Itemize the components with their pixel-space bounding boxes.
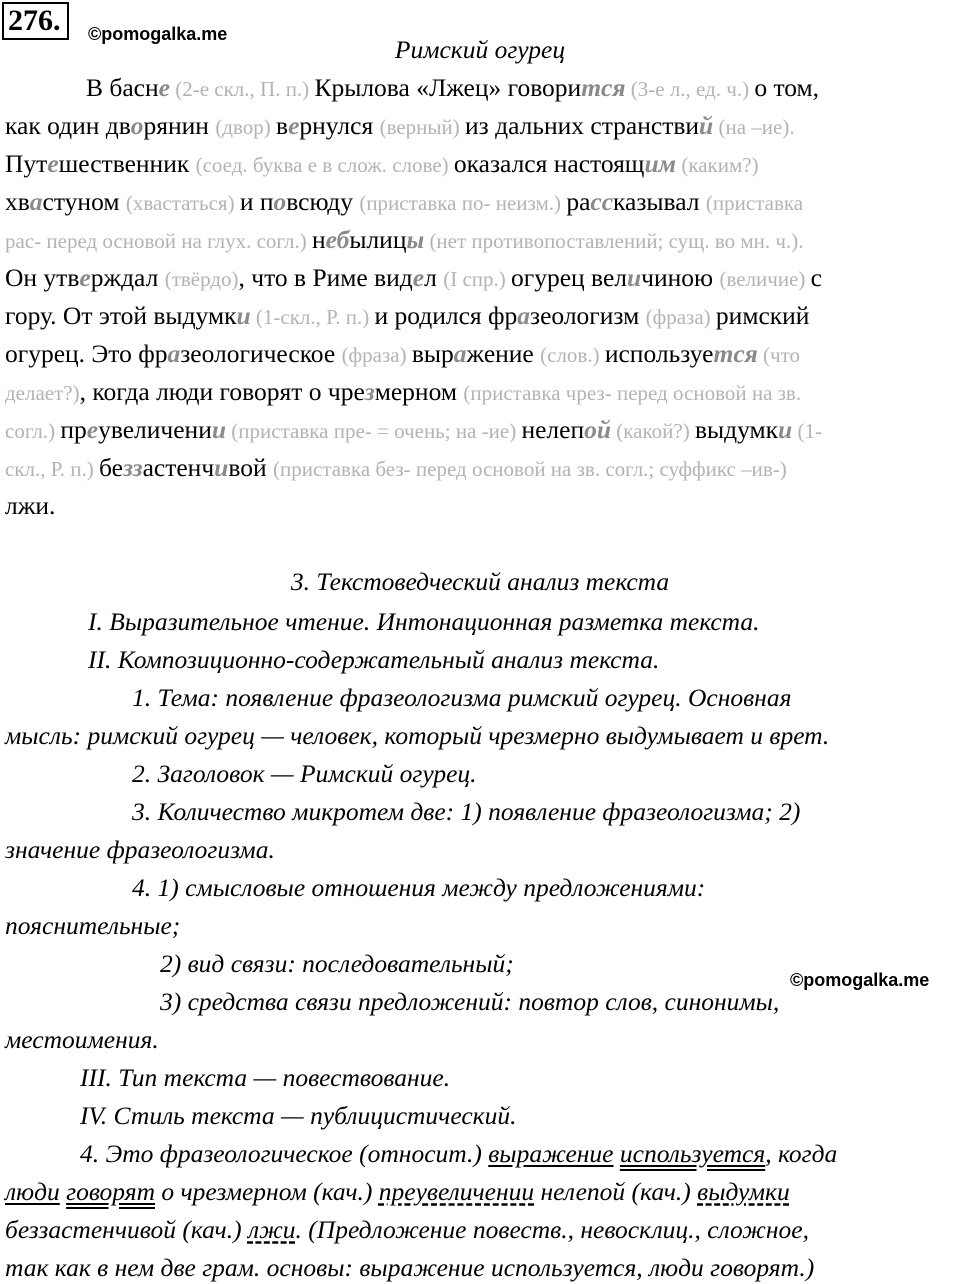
orthogram-letter: а: [517, 301, 531, 330]
analysis-line: IV. Стиль текста — публицистический.: [80, 1101, 517, 1130]
rule-hint: (приставка по- неизм.): [359, 191, 567, 215]
orthogram-letter: сс: [590, 187, 614, 216]
parse-text: (кач.): [625, 1177, 698, 1206]
text-fragment: о том,: [754, 73, 820, 102]
analysis-line: значение фразеологизма.: [5, 835, 275, 864]
text-line: [5, 452, 787, 485]
text-fragment: ра: [566, 187, 591, 216]
rule-hint: (слов.): [540, 343, 605, 367]
analysis-line: местоимения.: [5, 1025, 159, 1054]
text-fragment: рянин: [143, 111, 216, 140]
analysis-line: пояснительные;: [5, 911, 181, 940]
parse-text: так как в нем две грам. основы: выражение используется, люди говорят.): [5, 1253, 815, 1282]
text-line: [5, 376, 801, 409]
analysis-line: мысль: римский огурец — человек, который чрезмерно выдумывает и врет.: [5, 721, 830, 750]
predicate-word: говорят: [66, 1177, 155, 1206]
analysis-line: 1. Тема: появление фразеологизма римский огурец. Основная: [132, 683, 792, 712]
text-fragment: казывал: [613, 187, 706, 216]
parse-text: (относит.): [352, 1139, 489, 1168]
text-fragment: из дальних странстви: [465, 111, 700, 140]
parse-text: о: [155, 1177, 181, 1206]
text-fragment: мерном: [374, 377, 464, 406]
watermark-middle: ©pomogalka.me: [790, 970, 930, 990]
text-fragment: рнулся: [299, 111, 380, 140]
rule-hint: (на –ие).: [713, 115, 795, 139]
text-fragment: Он утв: [5, 263, 80, 292]
orthogram-letter: з: [364, 377, 375, 406]
orthogram-letter: тся: [713, 339, 758, 368]
rule-hint: (приставка без- перед основой на зв. согл.; суффикс –ив-): [272, 457, 787, 481]
text-fragment: н: [311, 225, 326, 254]
rule-hint: (каким?): [676, 153, 759, 177]
rule-hint: (твёрдо): [164, 267, 239, 291]
text-line: [5, 414, 822, 447]
attribute-word: чрезмерном: [180, 1177, 307, 1206]
analysis-line: 2. Заголовок — Римский огурец.: [132, 759, 477, 788]
subject-word: выражение: [488, 1139, 614, 1168]
text-fragment: Пут: [5, 149, 48, 178]
orthogram-letter: и: [778, 415, 793, 444]
parse-text: , когда: [765, 1139, 838, 1168]
orthogram-letter: и: [214, 453, 229, 482]
attribute-word: нелепой: [540, 1177, 626, 1206]
text-fragment: оказался настоящ: [453, 149, 645, 178]
orthogram-letter: зз: [123, 453, 143, 482]
orthogram-letter: и: [236, 301, 251, 330]
orthogram-letter: тся: [581, 73, 626, 102]
text-fragment: л: [424, 263, 444, 292]
analysis-line: 3) средства связи предложений: повтор слов, синонимы,: [160, 987, 780, 1016]
analysis-line: 3. Количество микротем две: 1) появление фразеологизма; 2): [132, 797, 801, 826]
text-line: [5, 186, 803, 219]
rule-hint: (что: [757, 343, 800, 367]
rule-hint: делает?): [5, 381, 80, 405]
text-fragment: всюду: [286, 187, 360, 216]
orthogram-letter: ы: [406, 225, 425, 254]
text-fragment: зеологизм: [530, 301, 646, 330]
text-fragment: Крылова «Лжец» говори: [314, 73, 582, 102]
text-fragment: лжи.: [5, 491, 56, 520]
text-fragment: выдумк: [694, 415, 779, 444]
text-fragment: увеличени: [98, 415, 212, 444]
rule-hint: скл., Р. п.): [5, 457, 100, 481]
text-fragment: , что в Риме вид: [238, 263, 413, 292]
analysis-line: 4. 1) смысловые отношения между предложениями:: [132, 873, 706, 902]
predicate-word: используется: [619, 1139, 766, 1168]
rule-hint: (приставка пре- = очень; на -ие): [226, 419, 522, 443]
rule-hint: (I спр.): [443, 267, 511, 291]
text-fragment: римский: [715, 301, 810, 330]
rule-hint: (приставка чрез- перед основой на зв.: [463, 381, 802, 405]
section-heading: 3. Текстоведческий анализ текста: [290, 567, 670, 596]
analysis-line: II. Композиционно-содержательный анализ текста.: [88, 645, 660, 674]
orthogram-letter: й: [699, 111, 714, 140]
object-word: выдумки: [697, 1177, 790, 1206]
text-line: [5, 338, 800, 371]
text-line: [5, 148, 759, 181]
analysis-line: I. Выразительное чтение. Интонационная разметка текста.: [88, 607, 760, 636]
exercise-number: 276.: [2, 2, 69, 40]
rule-hint: (фраза): [341, 343, 412, 367]
watermark-top: ©pomogalka.me: [88, 24, 228, 44]
orthogram-letter: а: [453, 339, 467, 368]
analysis-line: III. Тип текста — повествование.: [80, 1063, 451, 1092]
parse-text: 4.: [80, 1139, 106, 1168]
text-fragment: вой: [228, 453, 273, 482]
attribute-word: Это фразеологическое: [105, 1139, 353, 1168]
orthogram-letter: а: [29, 187, 43, 216]
orthogram-letter: о: [130, 111, 144, 140]
orthogram-letter: еб: [325, 225, 350, 254]
text-fragment: зеологическое: [180, 339, 342, 368]
text-fragment: чиною: [641, 263, 720, 292]
rule-hint: (1-скл., Р. п.): [250, 305, 375, 329]
text-line: [5, 262, 822, 295]
orthogram-letter: е: [288, 111, 300, 140]
text-fragment: гору. От этой выдумк: [5, 301, 237, 330]
text-fragment: и родился фр: [374, 301, 518, 330]
text-fragment: с: [810, 263, 822, 292]
text-title: Римский огурец: [394, 35, 566, 64]
text-fragment: ылиц: [349, 225, 407, 254]
orthogram-letter: е: [412, 263, 425, 292]
text-fragment: пр: [60, 415, 87, 444]
parse-line: [5, 1252, 814, 1284]
attribute-word: беззастенчивой: [5, 1215, 176, 1244]
subject-word: люди: [5, 1177, 60, 1206]
rule-hint: (2-е скл., П. п.): [169, 77, 315, 101]
orthogram-letter: е: [86, 415, 99, 444]
text-fragment: выр: [411, 339, 454, 368]
text-fragment: как один дв: [5, 111, 131, 140]
orthogram-letter: е: [47, 149, 59, 178]
orthogram-letter: и: [211, 415, 227, 444]
text-fragment: рждал: [90, 263, 165, 292]
text-fragment: В басн: [86, 73, 159, 102]
rule-hint: (приставка: [705, 191, 804, 215]
rule-hint: (нет противопоставлений; сущ. во мн. ч.).: [424, 229, 804, 253]
text-fragment: огурец вел: [511, 263, 627, 292]
rule-hint: (какой?): [611, 419, 695, 443]
text-line: [5, 224, 803, 257]
text-fragment: и п: [239, 187, 274, 216]
rule-hint: (двор): [215, 115, 277, 139]
orthogram-letter: е: [158, 73, 170, 102]
rule-hint: (1-: [792, 419, 822, 443]
text-fragment: бе: [99, 453, 124, 482]
rule-hint: (хвастаться): [125, 191, 240, 215]
text-fragment: астенч: [142, 453, 215, 482]
orthogram-letter: е: [79, 263, 91, 292]
text-fragment: огурец. Это фр: [5, 339, 168, 368]
text-fragment: хв: [5, 187, 30, 216]
rule-hint: (величие): [719, 267, 811, 291]
text-fragment: стуном: [42, 187, 126, 216]
parse-line: [5, 1176, 790, 1208]
parse-line: [80, 1138, 837, 1170]
text-line: [86, 72, 819, 105]
text-fragment: в: [276, 111, 289, 140]
parse-line: [5, 1214, 809, 1246]
text-fragment: нелеп: [521, 415, 585, 444]
object-word: преувеличении: [378, 1177, 535, 1206]
analysis-line: 2) вид связи: последовательный;: [160, 949, 514, 978]
orthogram-letter: им: [644, 149, 677, 178]
rule-hint: (соед. буква е в слож. слове): [195, 153, 454, 177]
rule-hint: (3-е л., ед. ч.): [625, 77, 755, 101]
text-fragment: шественник: [58, 149, 196, 178]
text-line: [5, 300, 809, 333]
orthogram-letter: ой: [584, 415, 612, 444]
text-fragment: используе: [604, 339, 714, 368]
text-line: [5, 110, 795, 143]
rule-hint: (фраза): [645, 305, 716, 329]
parse-text: . (Предложение повеств., невосклиц., сложное,: [295, 1215, 809, 1244]
object-word: лжи: [247, 1215, 296, 1244]
orthogram-letter: а: [167, 339, 181, 368]
rule-hint: согл.): [5, 419, 61, 443]
text-fragment: , когда люди говорят о чре: [79, 377, 365, 406]
text-line: [5, 490, 55, 522]
rule-hint: рас- перед основой на глух. согл.): [5, 229, 312, 253]
text-fragment: жение: [466, 339, 541, 368]
parse-text: (кач.): [306, 1177, 379, 1206]
parse-text: (кач.): [175, 1215, 248, 1244]
orthogram-letter: о: [273, 187, 287, 216]
rule-hint: (верный): [379, 115, 466, 139]
orthogram-letter: и: [626, 263, 642, 292]
